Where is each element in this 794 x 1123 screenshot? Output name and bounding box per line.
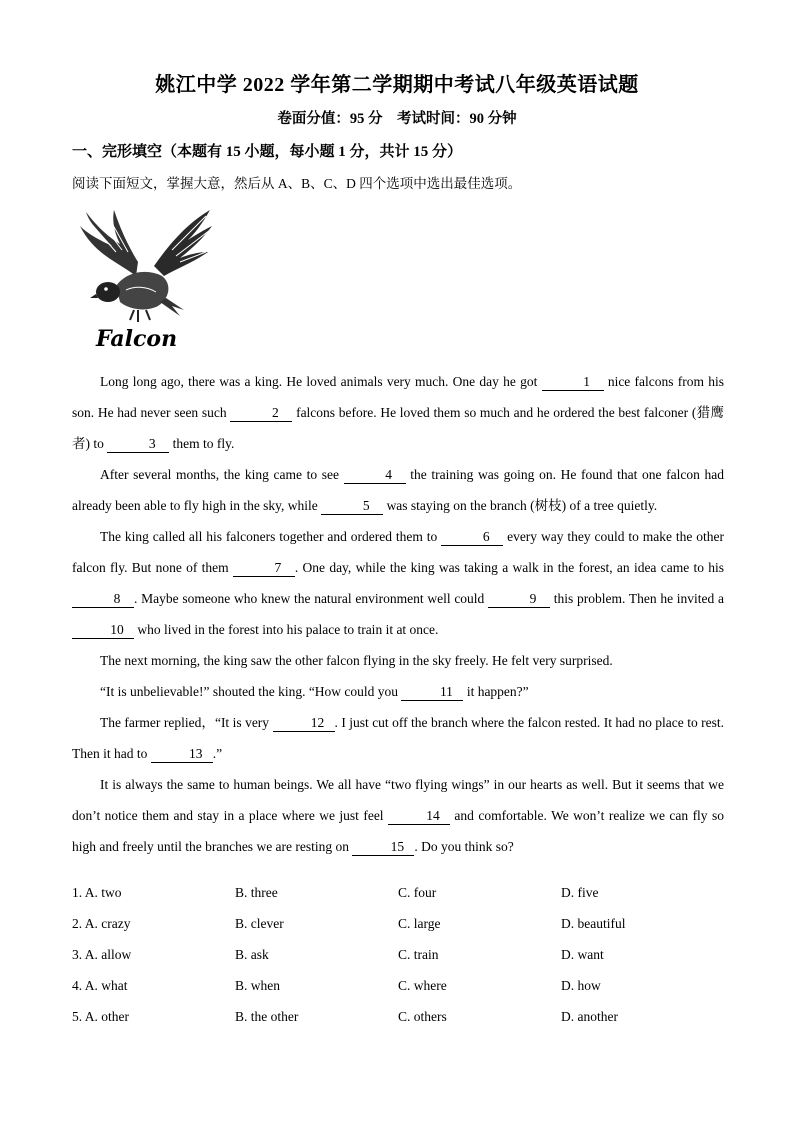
- option-row-1: [72, 877, 732, 908]
- text: this problem. Then he invited a: [550, 591, 724, 606]
- blank-10: 10: [72, 622, 134, 639]
- option-c: C. four: [398, 884, 437, 900]
- option-d: D. another: [561, 1008, 618, 1024]
- blank-11: 11: [401, 684, 463, 701]
- option-b: B. ask: [235, 946, 269, 962]
- text: who lived in the forest into his palace to train it at once.: [134, 622, 439, 637]
- text: . Do you think so?: [414, 839, 514, 854]
- blank-15: 15: [352, 839, 414, 856]
- option-row-3: [72, 939, 732, 970]
- text: It is always the same to human beings. We all have “two flying wings” in our hearts as well. But it seems that we don’t notice them and stay in a place where we just feel: [72, 777, 724, 823]
- text: Long long ago, there was a king. He loved animals very much. One day he got: [100, 374, 542, 389]
- text: “It is unbelievable!” shouted the king. “How could you: [100, 684, 402, 699]
- paragraph-7: [72, 769, 724, 862]
- blank-6: 6: [441, 529, 503, 546]
- falcon-caption: Falcon: [96, 326, 178, 352]
- paragraph-5: [72, 676, 724, 707]
- option-a: 3. A. allow: [72, 946, 132, 962]
- text: . Maybe someone who knew the natural environment well could: [134, 591, 489, 606]
- option-d: D. five: [561, 884, 599, 900]
- option-row-5: [72, 1001, 732, 1032]
- text: was staying on the branch (树枝) of a tree quietly.: [383, 498, 658, 513]
- option-c: C. train: [398, 946, 439, 962]
- text: them to fly.: [169, 436, 235, 451]
- paragraph-6: [72, 707, 724, 769]
- blank-14: 14: [388, 808, 450, 825]
- blank-8: 8: [72, 591, 134, 608]
- option-row-2: [72, 908, 732, 939]
- option-b: B. when: [235, 977, 280, 993]
- option-c: C. where: [398, 977, 447, 993]
- option-d: D. beautiful: [561, 915, 626, 931]
- paragraph-2: [72, 459, 724, 521]
- option-c: C. others: [398, 1008, 447, 1024]
- blank-7: 7: [233, 560, 295, 577]
- paragraph-3: [72, 521, 724, 645]
- exam-subtitle: 卷面分值：95 分 考试时间：90 分钟: [277, 111, 517, 127]
- option-b: B. clever: [235, 915, 284, 931]
- blank-2: 2: [230, 405, 292, 422]
- option-a: 1. A. two: [72, 884, 122, 900]
- option-a: 4. A. what: [72, 977, 128, 993]
- blank-9: 9: [488, 591, 550, 608]
- text: .”: [212, 746, 223, 761]
- blank-12: 12: [273, 715, 335, 732]
- option-c: C. large: [398, 915, 441, 931]
- blank-13: 13: [151, 746, 213, 763]
- text: the training was going on. He found that one falcon had already been able to fly high in the sky, while: [72, 467, 724, 513]
- paragraph-1: [72, 366, 724, 459]
- text: The farmer replied，“It is very: [100, 715, 273, 730]
- text: every way they could to make the other falcon fly. But none of them: [72, 529, 724, 575]
- text: . One day, while the king was taking a walk in the forest, an idea came to his: [294, 560, 724, 575]
- option-d: D. want: [561, 946, 604, 962]
- option-a: 5. A. other: [72, 1008, 129, 1024]
- paragraph-4: The next morning, the king saw the other falcon flying in the sky freely. He felt very surprised.: [100, 653, 613, 668]
- passage: [72, 366, 724, 862]
- text: falcons before. He loved them so much and he ordered the best falconer (猎鹰者) to: [72, 405, 724, 451]
- text: nice falcons from his son. He had never seen such: [72, 374, 724, 420]
- option-b: B. the other: [235, 1008, 299, 1024]
- option-a: 2. A. crazy: [72, 915, 131, 931]
- option-row-4: [72, 970, 732, 1001]
- blank-1: 1: [542, 374, 604, 391]
- text: The king called all his falconers together and ordered them to: [100, 529, 442, 544]
- text: and comfortable. We won’t realize we can fly so high and freely until the branches we are resting on: [72, 808, 724, 854]
- text: . I just cut off the branch where the falcon rested. It had no place to rest. Then it had to: [72, 715, 725, 761]
- text: it happen?”: [463, 684, 529, 699]
- section-heading: 一、完形填空（本题有 15 小题，每小题 1 分，共计 15 分）: [72, 144, 463, 160]
- section-instruction: 阅读下面短文，掌握大意，然后从 A、B、C、D 四个选项中选出最佳选项。: [72, 176, 522, 191]
- blank-4: 4: [344, 467, 406, 484]
- blank-3: 3: [107, 436, 169, 453]
- blank-5: 5: [321, 498, 383, 515]
- option-b: B. three: [235, 884, 278, 900]
- option-d: D. how: [561, 977, 601, 993]
- exam-title: 姚江中学 2022 学年第二学期期中考试八年级英语试题: [155, 74, 639, 96]
- text: After several months, the king came to see: [100, 467, 344, 482]
- answer-options: [72, 877, 732, 1032]
